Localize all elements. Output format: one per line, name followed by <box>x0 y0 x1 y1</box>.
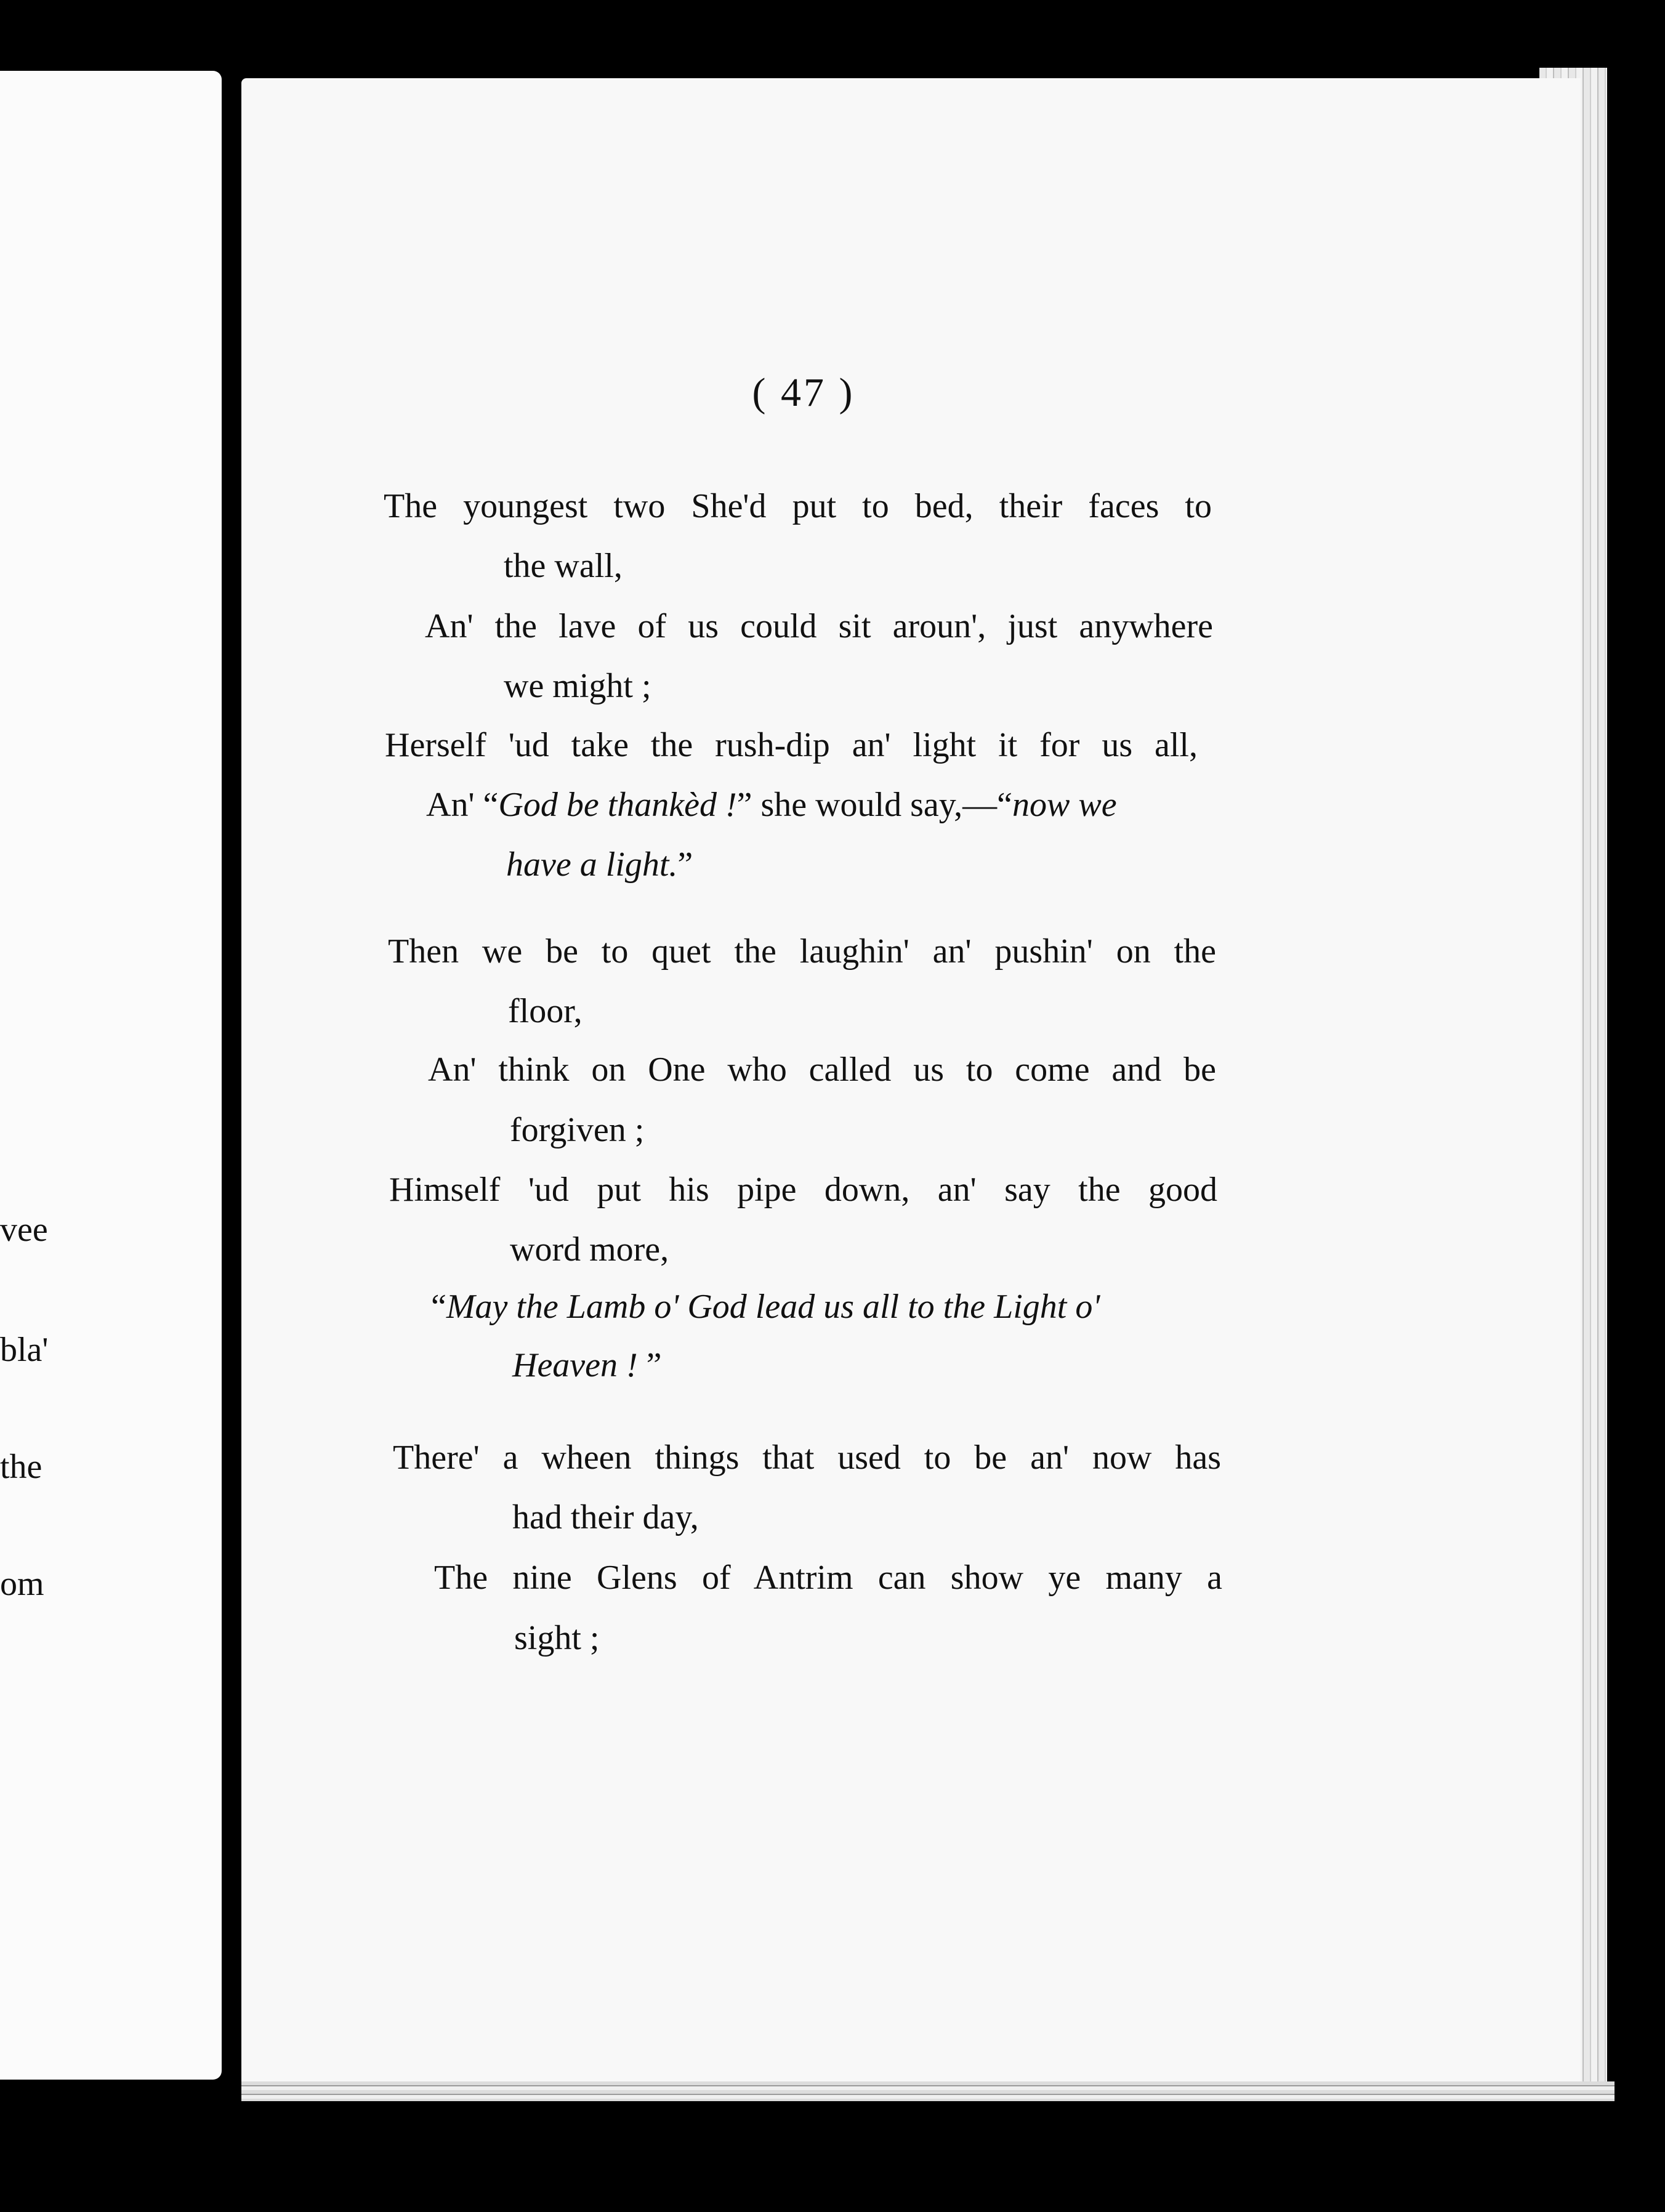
left-page <box>0 71 222 2080</box>
poem-line: forgiven ; <box>510 1111 645 1149</box>
poem-line: word more, <box>510 1230 669 1269</box>
poem-line: Heaven ! ” <box>512 1346 662 1384</box>
poem-line: sight ; <box>514 1619 600 1657</box>
poem-line: The youngest two She'd put to bed, their faces to <box>384 487 1212 525</box>
left-page-fragment: the <box>0 1448 42 1486</box>
poem-line: Himself 'ud put his pipe down, an' say the good <box>389 1171 1217 1209</box>
poem-line: we might ; <box>504 667 651 705</box>
poem-line: have a light.” <box>506 846 693 884</box>
poem-line: Then we be to quet the laughin' an' pushin' on the <box>388 932 1216 971</box>
poem-line: An' the lave of us could sit aroun', just anywhere <box>425 607 1213 645</box>
poem-line: An' “God be thankèd !” she would say,—“now we <box>426 786 1117 824</box>
poem-line: the wall, <box>504 547 623 585</box>
poem-line: had their day, <box>512 1498 699 1536</box>
left-page-fragment: vee <box>0 1211 48 1249</box>
poem-line: Herself 'ud take the rush-dip an' light it for us all, <box>385 726 1198 764</box>
poem-line: floor, <box>508 992 583 1030</box>
poem-line: The nine Glens of Antrim can show ye many a <box>434 1559 1222 1597</box>
page-number: ( 47 ) <box>752 370 855 415</box>
left-page-fragment: om <box>0 1565 44 1603</box>
poem-line: “May the Lamb o' God lead us all to the Light o' <box>431 1288 1100 1326</box>
left-page-fragment: bla' <box>0 1331 49 1369</box>
poem-line: There' a wheen things that used to be an' now has <box>393 1439 1221 1477</box>
bottom-page-edge <box>241 2081 1615 2101</box>
poem-line: An' think on One who called us to come and be <box>428 1051 1216 1089</box>
